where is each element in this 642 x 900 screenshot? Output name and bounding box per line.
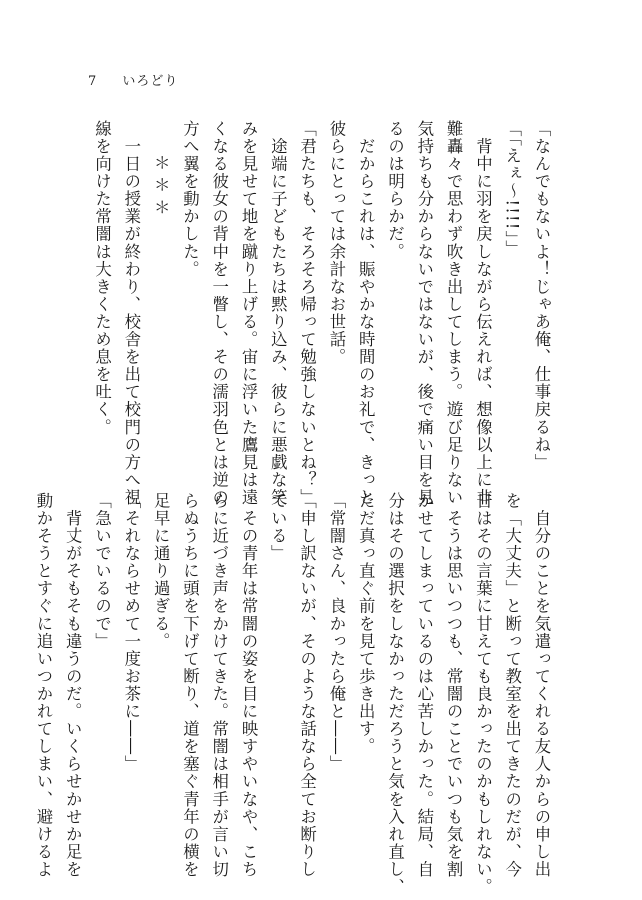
text-line: 線を向けた常闇は大きくため息を吐く。: [92, 120, 112, 436]
text-line: 足早に通り過ぎる。: [151, 492, 171, 650]
text-line: らに近づき声をかけてきた。常闇は相手が言い切: [209, 492, 229, 879]
text-line: 日はその言葉に甘えても良かったのかもしれない。: [473, 492, 493, 896]
text-line: 彼らにとっては余計なお世話。: [326, 120, 346, 366]
text-line: を「大丈夫」と断って教室を出てきたのだが、今: [502, 492, 522, 879]
section-break: ＊＊＊: [151, 154, 171, 222]
text-line: 「「えぇ～!!!!」」: [502, 120, 522, 258]
text-line: 「なんでもないよ！じゃあ俺、仕事戻るね」: [532, 120, 551, 471]
text-line: だからこれは、賑やかな時間のお礼で、きっと: [356, 120, 376, 507]
text-line: 方へ翼を動かした。: [180, 120, 200, 278]
page-number: 7: [88, 74, 98, 89]
text-line: らぬうちに頭を下げて断り、道を塞ぐ青年の横を: [180, 492, 200, 879]
text-line: そうは思いつつも、常闇のことでいつも気を割: [444, 492, 464, 879]
text-line: くなる彼女の背中を一瞥し、その濡羽色とは逆の: [209, 120, 229, 507]
text-line: 「それならせめて一度お茶に――」: [121, 492, 141, 773]
text-line: 背中に羽を戻しながら伝えれば、想像以上に非: [473, 120, 493, 507]
text-block-top: [86, 120, 556, 507]
page-header: [88, 70, 178, 89]
text-line: かせてしまっているのは心苦しかった。結局、自: [414, 492, 434, 879]
text-line: 気持ちも分からないではないが、後で痛い目を見: [414, 120, 434, 507]
text-line: 背丈がそもそも違うのだ。いくらせかせか足を: [63, 492, 83, 879]
text-line: 「君たちも、そろそろ帰って勉強しないとね？」: [297, 120, 317, 507]
text-line: みを見せて地を蹴り上げる。宙に浮いた鷹見は遠: [239, 120, 259, 507]
text-line: 途端に子どもたちは黙り込み、彼らに悪戯な笑: [268, 120, 288, 507]
text-line: ている」: [268, 492, 288, 563]
text-line: 動かそうとすぐに追いつかれてしまい、避けるよ: [33, 492, 53, 879]
text-line: 難轟々で思わず吹き出してしまう。遊び足りない: [444, 120, 464, 507]
text-line: 一日の授業が終わり、校舎を出て校門の方へ視: [121, 120, 141, 507]
text-line: その青年は常闇の姿を目に映すやいなや、こち: [239, 492, 259, 879]
text-line: 「申し訳ないが、そのような話なら全てお断りし: [297, 492, 317, 879]
text-line: るのは明らかだ。: [385, 120, 405, 261]
text-block-bottom: [33, 492, 556, 896]
text-line: 「常闇さん、良かったら俺と――」: [326, 492, 346, 773]
text-line: 自分のことを気遣ってくれる友人からの申し出: [532, 492, 551, 879]
running-title: いろどり: [122, 74, 179, 89]
text-line: 「急いでいるので」: [92, 492, 112, 650]
text-line: 分はその選択をしなかっただろうと気を入れ直し、: [385, 492, 405, 896]
text-line: ただ真っ直ぐ前を見て歩き出す。: [356, 492, 376, 756]
